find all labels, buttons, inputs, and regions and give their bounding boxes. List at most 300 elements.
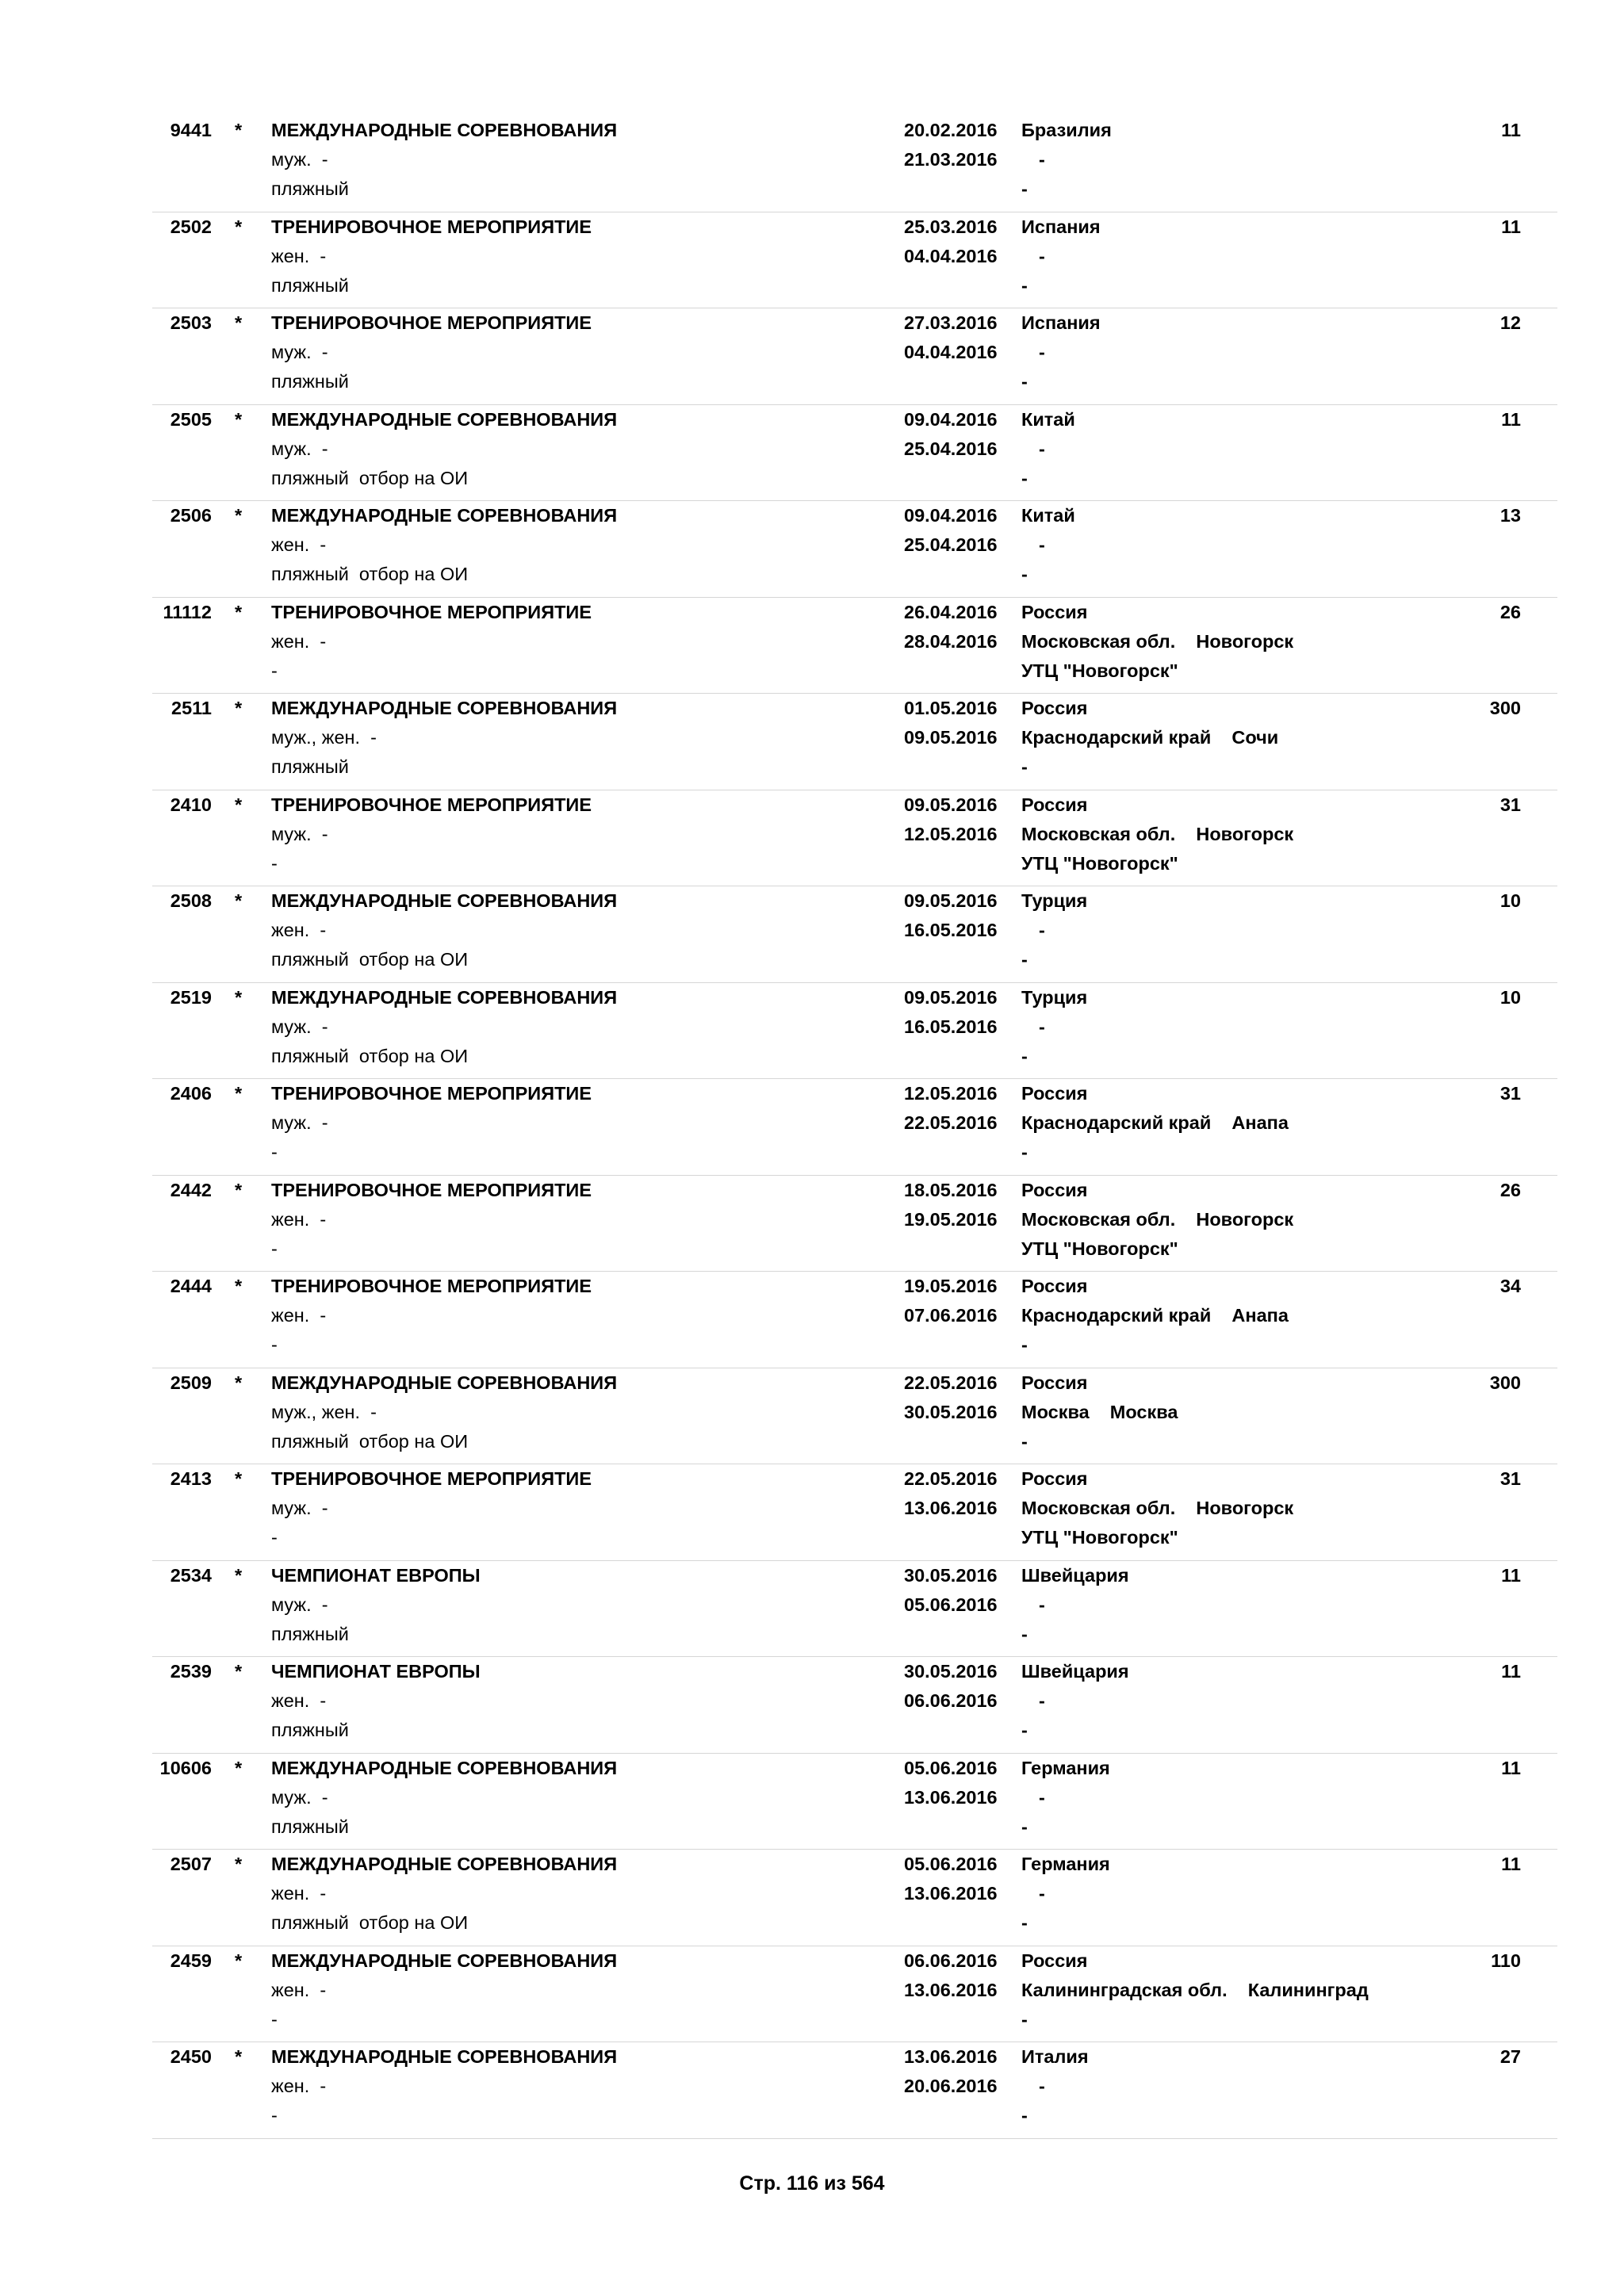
event-title: ТРЕНИРОВОЧНОЕ МЕРОПРИЯТИЕ [271, 1468, 592, 1489]
event-dates [904, 1272, 998, 1330]
event-country: Швейцария [1021, 1661, 1129, 1682]
event-date-to: 30.05.2016 [904, 1401, 998, 1422]
event-participants: 12 [1500, 312, 1521, 333]
event-dates [904, 1079, 998, 1138]
event-region: Москва Москва [1021, 1401, 1178, 1422]
event-location [1021, 1272, 1289, 1360]
event-number: 2507 [170, 1854, 212, 1874]
event-dates [904, 598, 998, 656]
event-gender: жен. - [271, 534, 327, 555]
event-number: 2506 [170, 505, 212, 526]
event-dates [904, 1464, 998, 1523]
event-country: Испания [1021, 216, 1101, 237]
event-dates [904, 983, 998, 1042]
event-gender: муж. - [271, 1498, 328, 1518]
event-country: Россия [1021, 698, 1088, 718]
event-dates [904, 1754, 998, 1812]
event-gender: жен. - [271, 1305, 327, 1326]
event-dates [904, 212, 998, 271]
event-location [1021, 694, 1278, 782]
event-number: 2413 [170, 1468, 212, 1489]
event-info [271, 886, 617, 974]
event-date-from: 30.05.2016 [904, 1564, 998, 1586]
event-date-from: 18.05.2016 [904, 1179, 998, 1200]
event-venue: - [1021, 2105, 1028, 2126]
event-date-to: 05.06.2016 [904, 1594, 998, 1615]
event-marker: * [235, 505, 243, 526]
event-venue: - [1021, 178, 1028, 199]
event-row [152, 1850, 1557, 1946]
event-date-from: 05.06.2016 [904, 1854, 998, 1874]
event-dates [904, 790, 998, 849]
event-location [1021, 1754, 1110, 1842]
event-marker: * [235, 698, 243, 718]
event-country: Бразилия [1021, 120, 1112, 140]
event-region: - [1039, 534, 1045, 555]
event-region: - [1039, 1883, 1045, 1904]
event-location [1021, 212, 1101, 300]
event-participants: 110 [1491, 1950, 1521, 1971]
event-gender: муж., жен. - [271, 727, 377, 748]
event-info [271, 116, 617, 204]
event-country: Швейцария [1021, 1564, 1129, 1586]
event-marker: * [235, 2046, 243, 2067]
event-location [1021, 1176, 1293, 1264]
event-number: 2502 [170, 216, 212, 237]
event-gender: муж. - [271, 438, 328, 459]
event-country: Россия [1021, 1276, 1088, 1296]
event-participants: 11 [1501, 1757, 1521, 1778]
event-type: - [271, 1527, 278, 1548]
event-gender: жен. - [271, 1208, 327, 1230]
event-row [152, 1368, 1557, 1465]
event-info [271, 405, 617, 493]
event-location [1021, 116, 1112, 204]
event-row [152, 1079, 1557, 1176]
event-dates [904, 1850, 998, 1908]
event-region: - [1039, 2076, 1045, 2096]
event-marker: * [235, 312, 243, 333]
event-dates [904, 1657, 998, 1716]
event-gender: муж. - [271, 149, 328, 170]
event-participants: 300 [1489, 1372, 1521, 1393]
event-dates [904, 1561, 998, 1620]
event-marker: * [235, 1950, 243, 1971]
event-venue: - [1021, 1623, 1028, 1644]
event-dates [904, 1368, 998, 1427]
event-marker: * [235, 216, 243, 237]
event-marker: * [235, 794, 243, 815]
event-gender: жен. - [271, 245, 327, 266]
event-row [152, 405, 1557, 502]
event-marker: * [235, 1179, 243, 1200]
event-title: МЕЖДУНАРОДНЫЕ СОРЕВНОВАНИЯ [271, 1950, 618, 1971]
event-row [152, 1754, 1557, 1850]
event-country: Китай [1021, 408, 1075, 430]
event-dates [904, 886, 998, 945]
event-row [152, 1464, 1557, 1561]
event-date-to: 13.06.2016 [904, 1883, 998, 1904]
event-date-from: 09.05.2016 [904, 986, 998, 1008]
event-title: ТРЕНИРОВОЧНОЕ МЕРОПРИЯТИЕ [271, 601, 592, 622]
event-date-from: 13.06.2016 [904, 2046, 998, 2067]
event-date-from: 12.05.2016 [904, 1083, 998, 1104]
event-participants: 31 [1500, 1083, 1521, 1104]
event-info [271, 1561, 481, 1649]
event-country: Россия [1021, 1083, 1088, 1104]
event-date-from: 26.04.2016 [904, 601, 998, 622]
event-country: Россия [1021, 1468, 1088, 1489]
event-info [271, 2042, 617, 2130]
event-row [152, 790, 1557, 887]
event-venue: - [1021, 949, 1028, 970]
event-participants: 11 [1501, 408, 1521, 430]
event-location [1021, 598, 1293, 686]
event-region: Московская обл. Новогорск [1021, 630, 1294, 652]
event-region: - [1039, 1016, 1045, 1037]
event-info [271, 1657, 481, 1745]
event-country: Россия [1021, 1950, 1088, 1971]
event-type: - [271, 852, 278, 874]
event-date-to: 04.04.2016 [904, 245, 998, 266]
event-type: пляжный отбор на ОИ [271, 949, 469, 970]
event-marker: * [235, 1276, 243, 1296]
event-row [152, 694, 1557, 790]
event-marker: * [235, 1854, 243, 1874]
event-location [1021, 790, 1293, 878]
event-gender: муж. - [271, 1786, 328, 1808]
event-date-to: 16.05.2016 [904, 1016, 998, 1037]
event-participants: 26 [1500, 601, 1521, 622]
event-type: - [271, 2105, 278, 2126]
event-date-from: 06.06.2016 [904, 1950, 998, 1971]
event-title: МЕЖДУНАРОДНЫЕ СОРЕВНОВАНИЯ [271, 986, 618, 1008]
event-date-from: 25.03.2016 [904, 216, 998, 237]
event-location [1021, 1561, 1129, 1649]
event-marker: * [235, 1083, 243, 1104]
event-location [1021, 983, 1087, 1071]
event-date-to: 21.03.2016 [904, 149, 998, 170]
event-marker: * [235, 986, 243, 1008]
event-number: 2503 [170, 312, 212, 333]
event-row [152, 1176, 1557, 1272]
event-participants: 11 [1501, 1854, 1521, 1874]
event-type: пляжный отбор на ОИ [271, 1912, 469, 1933]
event-row [152, 2042, 1557, 2139]
event-type: пляжный отбор на ОИ [271, 467, 469, 488]
event-number: 2539 [170, 1661, 212, 1682]
event-type: пляжный отбор на ОИ [271, 1045, 469, 1066]
event-participants: 31 [1500, 794, 1521, 815]
event-type: пляжный [271, 178, 349, 199]
event-row [152, 1946, 1557, 2043]
event-info [271, 694, 617, 782]
event-gender: муж. - [271, 1594, 328, 1615]
event-participants: 26 [1500, 1179, 1521, 1200]
event-country: Россия [1021, 1179, 1088, 1200]
event-date-to: 19.05.2016 [904, 1208, 998, 1230]
event-title: МЕЖДУНАРОДНЫЕ СОРЕВНОВАНИЯ [271, 408, 618, 430]
event-title: ЧЕМПИОНАТ ЕВРОПЫ [271, 1564, 481, 1586]
event-title: МЕЖДУНАРОДНЫЕ СОРЕВНОВАНИЯ [271, 120, 618, 140]
event-country: Россия [1021, 1372, 1088, 1393]
event-title: МЕЖДУНАРОДНЫЕ СОРЕВНОВАНИЯ [271, 2046, 618, 2067]
event-gender: жен. - [271, 630, 327, 652]
event-number: 2406 [170, 1083, 212, 1104]
event-location [1021, 501, 1075, 589]
event-location [1021, 308, 1101, 396]
event-gender: муж., жен. - [271, 1401, 377, 1422]
event-date-from: 05.06.2016 [904, 1757, 998, 1778]
event-gender: муж. - [271, 1016, 328, 1037]
event-participants: 34 [1500, 1276, 1521, 1296]
event-gender: муж. - [271, 823, 328, 844]
event-date-to: 13.06.2016 [904, 1498, 998, 1518]
event-venue: УТЦ "Новогорск" [1021, 1238, 1178, 1259]
event-date-from: 09.04.2016 [904, 408, 998, 430]
event-gender: жен. - [271, 1690, 327, 1711]
event-number: 2410 [170, 794, 212, 815]
event-row [152, 886, 1557, 983]
event-date-to: 20.06.2016 [904, 2076, 998, 2096]
event-type: пляжный [271, 1623, 349, 1644]
event-row [152, 1272, 1557, 1368]
event-marker: * [235, 890, 243, 911]
event-date-from: 09.05.2016 [904, 890, 998, 911]
event-gender: муж. - [271, 342, 328, 362]
event-dates [904, 501, 998, 560]
event-participants: 11 [1501, 216, 1521, 237]
event-info [271, 1946, 617, 2034]
event-title: ТРЕНИРОВОЧНОЕ МЕРОПРИЯТИЕ [271, 216, 592, 237]
event-date-to: 16.05.2016 [904, 920, 998, 940]
event-venue: - [1021, 564, 1028, 584]
event-country: Турция [1021, 986, 1088, 1008]
event-region: Московская обл. Новогорск [1021, 823, 1294, 844]
event-info [271, 1754, 617, 1842]
event-title: ТРЕНИРОВОЧНОЕ МЕРОПРИЯТИЕ [271, 1276, 592, 1296]
event-type: пляжный [271, 1720, 349, 1740]
event-date-to: 07.06.2016 [904, 1305, 998, 1326]
event-number: 2519 [170, 986, 212, 1008]
event-type: - [271, 660, 278, 681]
event-region: Московская обл. Новогорск [1021, 1208, 1294, 1230]
event-participants: 11 [1501, 120, 1521, 140]
event-info [271, 1272, 592, 1360]
event-region: - [1039, 438, 1045, 459]
event-type: пляжный [271, 274, 349, 296]
event-region: - [1039, 342, 1045, 362]
event-date-to: 13.06.2016 [904, 1786, 998, 1808]
event-row [152, 501, 1557, 598]
event-participants: 10 [1500, 890, 1521, 911]
event-date-from: 20.02.2016 [904, 120, 998, 140]
event-country: Испания [1021, 312, 1101, 333]
event-row [152, 1657, 1557, 1754]
event-info [271, 1850, 617, 1938]
event-number: 10606 [159, 1757, 212, 1778]
event-country: Россия [1021, 794, 1088, 815]
event-marker: * [235, 601, 243, 622]
event-marker: * [235, 1564, 243, 1586]
event-region: Московская обл. Новогорск [1021, 1498, 1294, 1518]
event-venue: - [1021, 467, 1028, 488]
event-marker: * [235, 408, 243, 430]
event-marker: * [235, 1468, 243, 1489]
event-venue: - [1021, 1142, 1028, 1162]
event-gender: жен. - [271, 1883, 327, 1904]
event-country: Китай [1021, 505, 1075, 526]
event-date-to: 22.05.2016 [904, 1112, 998, 1133]
event-venue: - [1021, 274, 1028, 296]
event-date-from: 09.04.2016 [904, 505, 998, 526]
event-location [1021, 1657, 1129, 1745]
event-number: 2442 [170, 1179, 212, 1200]
event-region: - [1039, 245, 1045, 266]
event-number: 2509 [170, 1372, 212, 1393]
event-venue: - [1021, 1720, 1028, 1740]
event-number: 2505 [170, 408, 212, 430]
event-participants: 300 [1489, 698, 1521, 718]
page-footer: Стр. 116 из 564 [739, 2172, 885, 2195]
event-date-to: 09.05.2016 [904, 727, 998, 748]
event-title: ТРЕНИРОВОЧНОЕ МЕРОПРИЯТИЕ [271, 794, 592, 815]
event-type: - [271, 1334, 278, 1355]
event-participants: 27 [1500, 2046, 1521, 2067]
event-info [271, 1368, 617, 1456]
event-title: МЕЖДУНАРОДНЫЕ СОРЕВНОВАНИЯ [271, 890, 618, 911]
event-participants: 10 [1500, 986, 1521, 1008]
event-info [271, 983, 617, 1071]
event-type: пляжный [271, 1816, 349, 1837]
event-number: 2534 [170, 1564, 212, 1586]
event-country: Турция [1021, 890, 1088, 911]
event-title: ЧЕМПИОНАТ ЕВРОПЫ [271, 1661, 481, 1682]
event-region: - [1039, 920, 1045, 940]
event-info [271, 212, 592, 300]
event-participants: 11 [1501, 1564, 1521, 1586]
event-title: МЕЖДУНАРОДНЫЕ СОРЕВНОВАНИЯ [271, 698, 618, 718]
event-date-from: 27.03.2016 [904, 312, 998, 333]
event-type: пляжный отбор на ОИ [271, 564, 469, 584]
event-gender: жен. - [271, 1979, 327, 2000]
event-number: 9441 [170, 120, 212, 140]
event-info [271, 501, 617, 589]
event-region: Калининградская обл. Калининград [1021, 1979, 1369, 2000]
event-venue: - [1021, 1430, 1028, 1452]
event-venue: УТЦ "Новогорск" [1021, 852, 1178, 874]
event-number: 2508 [170, 890, 212, 911]
events-list [152, 116, 1557, 2139]
event-region: Краснодарский край Анапа [1021, 1112, 1289, 1133]
event-dates [904, 308, 998, 367]
event-title: МЕЖДУНАРОДНЫЕ СОРЕВНОВАНИЯ [271, 505, 618, 526]
event-venue: - [1021, 2008, 1028, 2030]
event-marker: * [235, 120, 243, 140]
event-row [152, 308, 1557, 405]
event-venue: - [1021, 1334, 1028, 1355]
event-date-to: 13.06.2016 [904, 1979, 998, 2000]
event-date-from: 01.05.2016 [904, 698, 998, 718]
event-venue: УТЦ "Новогорск" [1021, 660, 1178, 681]
event-title: ТРЕНИРОВОЧНОЕ МЕРОПРИЯТИЕ [271, 1083, 592, 1104]
event-type: пляжный [271, 756, 349, 777]
event-info [271, 1464, 592, 1552]
event-country: Италия [1021, 2046, 1089, 2067]
event-marker: * [235, 1661, 243, 1682]
event-venue: - [1021, 756, 1028, 777]
event-region: Краснодарский край Анапа [1021, 1305, 1289, 1326]
event-info [271, 1176, 592, 1264]
event-number: 2450 [170, 2046, 212, 2067]
event-location [1021, 886, 1087, 974]
event-date-from: 09.05.2016 [904, 794, 998, 815]
event-country: Россия [1021, 601, 1088, 622]
event-location [1021, 405, 1075, 493]
event-venue: - [1021, 1045, 1028, 1066]
event-row [152, 1561, 1557, 1658]
event-title: ТРЕНИРОВОЧНОЕ МЕРОПРИЯТИЕ [271, 312, 592, 333]
event-dates [904, 1176, 998, 1234]
event-participants: 13 [1500, 505, 1521, 526]
event-participants: 31 [1500, 1468, 1521, 1489]
event-country: Германия [1021, 1854, 1110, 1874]
event-number: 2444 [170, 1276, 212, 1296]
event-date-from: 22.05.2016 [904, 1372, 998, 1393]
event-row [152, 983, 1557, 1080]
event-date-to: 12.05.2016 [904, 823, 998, 844]
event-row [152, 116, 1557, 212]
event-location [1021, 2042, 1089, 2130]
event-gender: жен. - [271, 920, 327, 940]
event-region: Краснодарский край Сочи [1021, 727, 1279, 748]
event-date-to: 04.04.2016 [904, 342, 998, 362]
event-location [1021, 1946, 1369, 2034]
event-region: - [1039, 1690, 1045, 1711]
event-date-to: 25.04.2016 [904, 438, 998, 459]
event-region: - [1039, 1786, 1045, 1808]
event-gender: жен. - [271, 2076, 327, 2096]
event-title: МЕЖДУНАРОДНЫЕ СОРЕВНОВАНИЯ [271, 1757, 618, 1778]
event-info [271, 598, 592, 686]
event-dates [904, 405, 998, 464]
event-participants: 11 [1501, 1661, 1521, 1682]
event-title: МЕЖДУНАРОДНЫЕ СОРЕВНОВАНИЯ [271, 1854, 618, 1874]
event-dates [904, 116, 998, 174]
event-number: 11112 [163, 601, 212, 622]
event-date-from: 19.05.2016 [904, 1276, 998, 1296]
event-dates [904, 694, 998, 752]
event-gender: муж. - [271, 1112, 328, 1133]
event-type: - [271, 1142, 278, 1162]
event-dates [904, 1946, 998, 2005]
event-dates [904, 2042, 998, 2101]
event-country: Германия [1021, 1757, 1110, 1778]
event-date-to: 28.04.2016 [904, 630, 998, 652]
event-info [271, 1079, 592, 1167]
event-venue: - [1021, 371, 1028, 392]
event-venue: - [1021, 1816, 1028, 1837]
event-venue: УТЦ "Новогорск" [1021, 1527, 1178, 1548]
event-marker: * [235, 1372, 243, 1393]
event-region: - [1039, 149, 1045, 170]
event-location [1021, 1464, 1293, 1552]
event-location [1021, 1850, 1110, 1938]
event-info [271, 790, 592, 878]
event-date-to: 25.04.2016 [904, 534, 998, 555]
event-date-to: 06.06.2016 [904, 1690, 998, 1711]
event-location [1021, 1079, 1289, 1167]
